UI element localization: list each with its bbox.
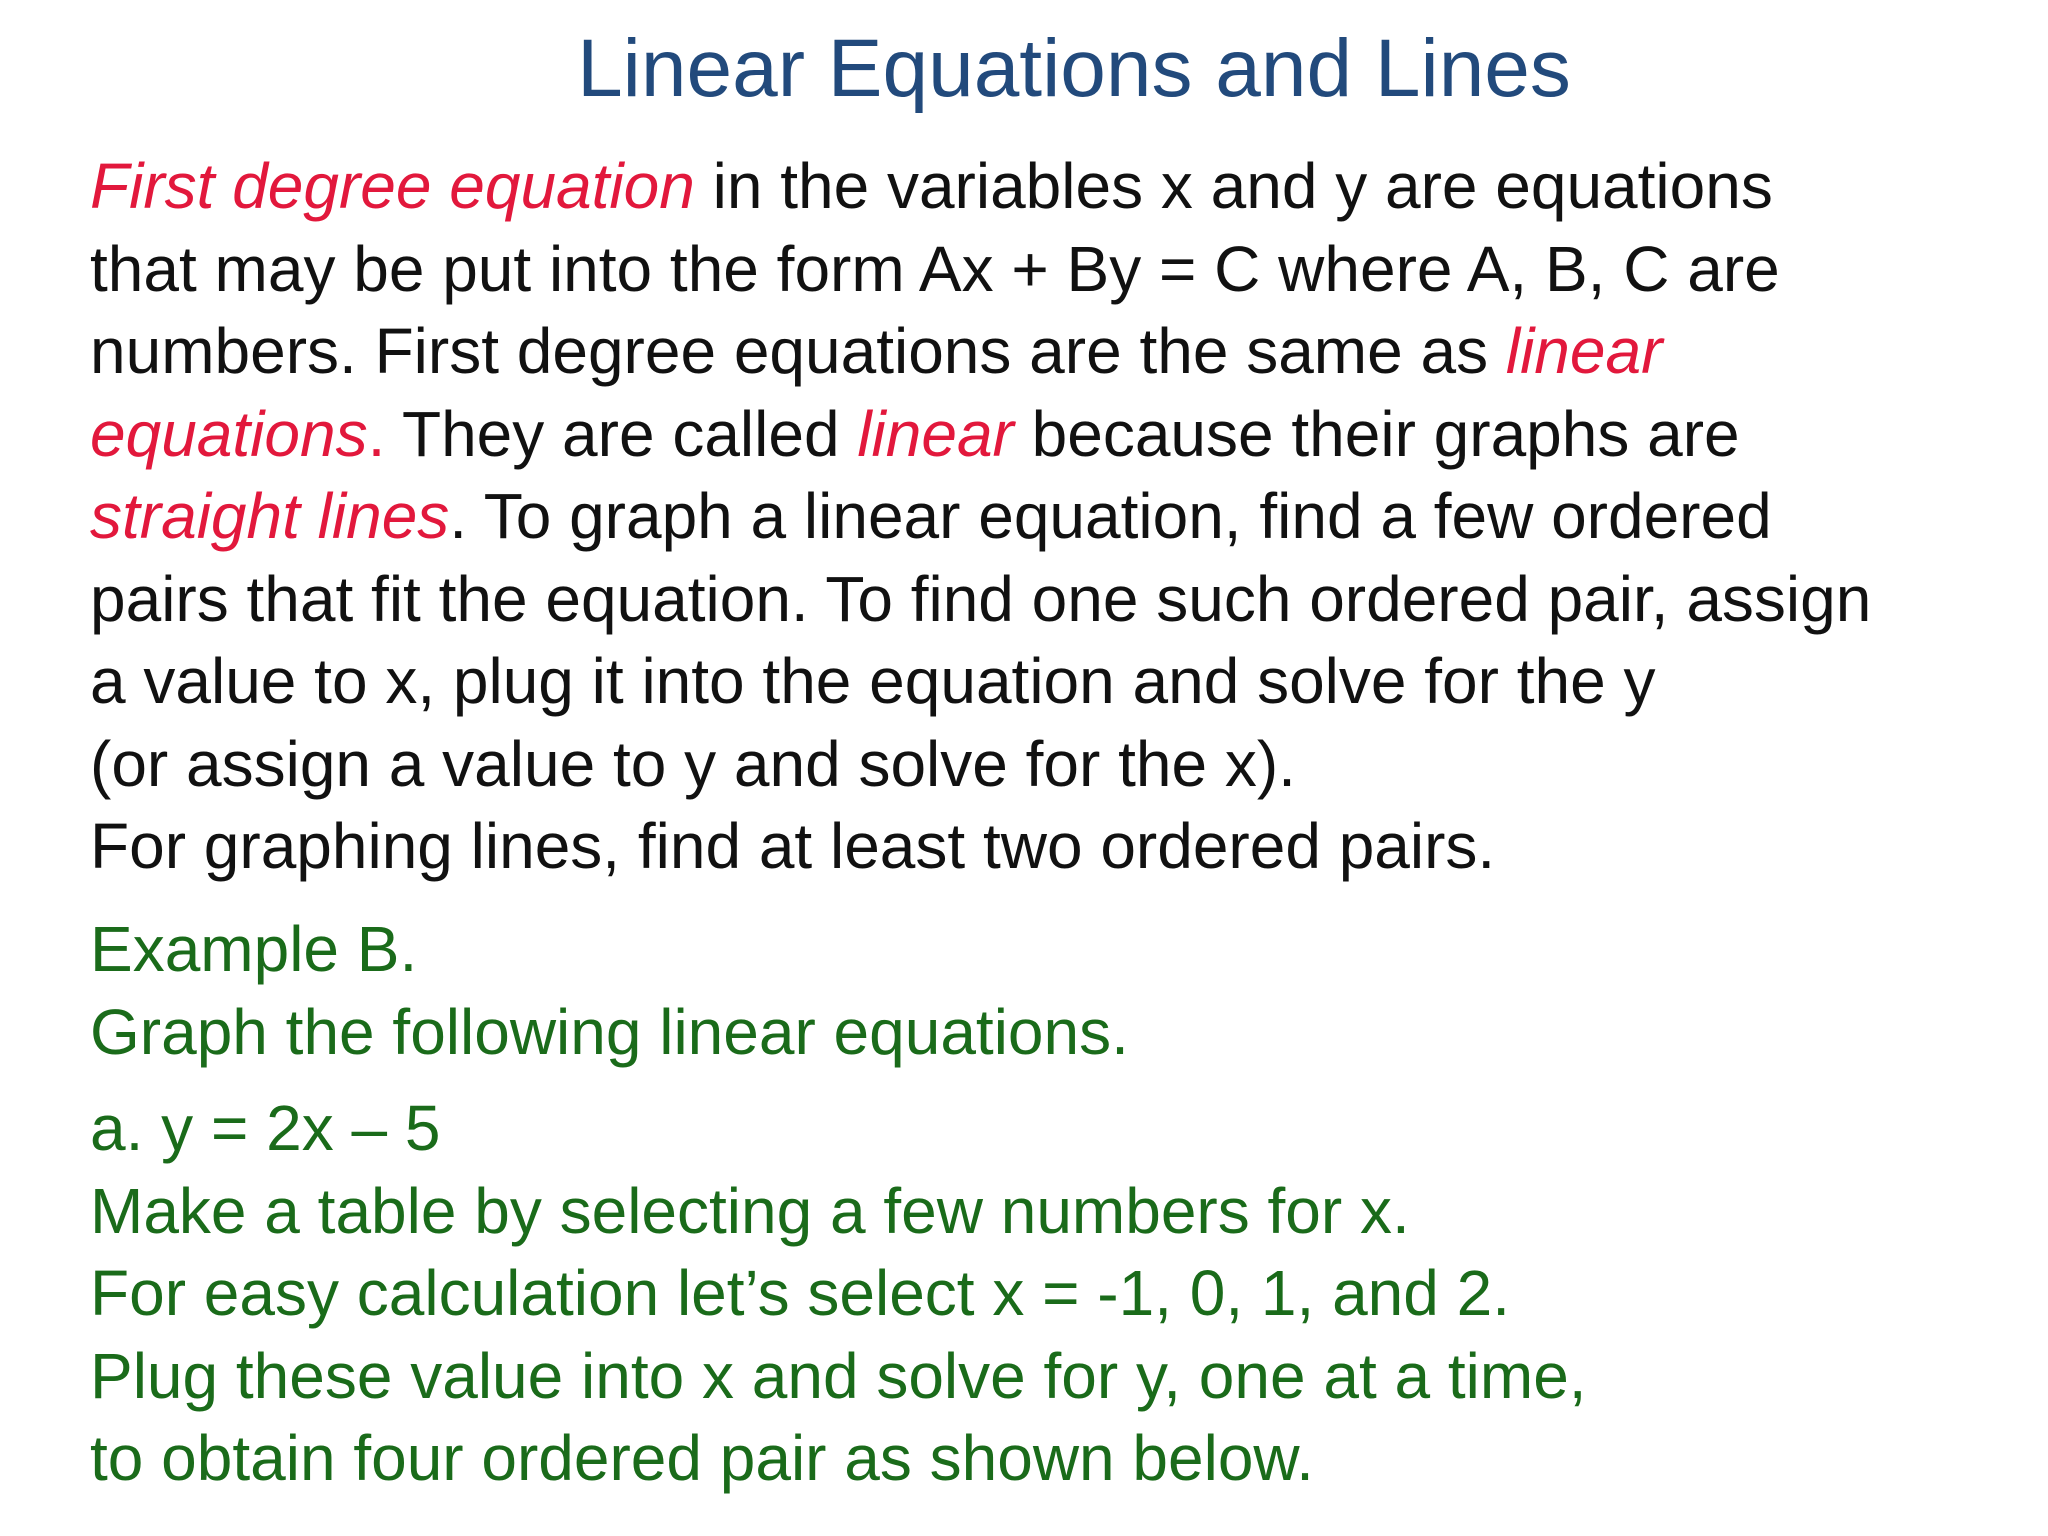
spacer (90, 1073, 2030, 1087)
term-equations: equations (90, 397, 368, 470)
term-linear-2: linear (857, 397, 1014, 470)
term-straight-lines: straight lines (90, 480, 450, 552)
example-step-4: to obtain four ordered pair as shown below. (90, 1422, 1314, 1494)
term-first-degree-equation: First degree equation (90, 150, 695, 222)
definition-line-8: (or assign a value to y and solve for the x). (90, 727, 1296, 800)
definition-line-4-mid: They are called (385, 397, 858, 470)
example-instruction: Graph the following linear equations. (90, 995, 1129, 1068)
example-part-a: a. y = 2x – 5 (90, 1092, 441, 1164)
definition-line-6: pairs that fit the equation. To find one such ordered pair, assign (90, 562, 1872, 635)
definition-line-4 (90, 393, 2030, 476)
definition-line-1-rest: in the variables x and y are equations (694, 150, 1773, 222)
term-linear: linear (1505, 315, 1663, 387)
example-block (90, 908, 2030, 1500)
definition-paragraph (90, 145, 2030, 888)
example-heading: Example B. (90, 913, 418, 985)
definition-line-3 (90, 310, 2030, 393)
example-step-2: For easy calculation let’s select x = -1, 0, 1, and 2. (90, 1257, 1510, 1329)
definition-line-7: a value to x, plug it into the equation and solve for the y (90, 645, 1656, 717)
definition-line-1 (90, 145, 2030, 228)
definition-line-2: that may be put into the form Ax + By = C where A, B, C are (90, 232, 1780, 305)
definition-line-3-text: numbers. First degree equations are the same as (90, 315, 1506, 387)
definition-line-4-rest: because their graphs are (1013, 397, 1740, 470)
example-step-3: Plug these value into x and solve for y, one at a time, (90, 1339, 1587, 1412)
example-step-1: Make a table by selecting a few numbers for x. (90, 1174, 1410, 1247)
definition-line-9: For graphing lines, find at least two ordered pairs. (90, 810, 1496, 882)
term-equations-period: . (367, 397, 386, 470)
definition-line-5 (90, 475, 2030, 558)
slide-title: Linear Equations and Lines (577, 23, 1571, 114)
definition-line-5-rest: . To graph a linear equation, find a few ordered (449, 480, 1772, 552)
